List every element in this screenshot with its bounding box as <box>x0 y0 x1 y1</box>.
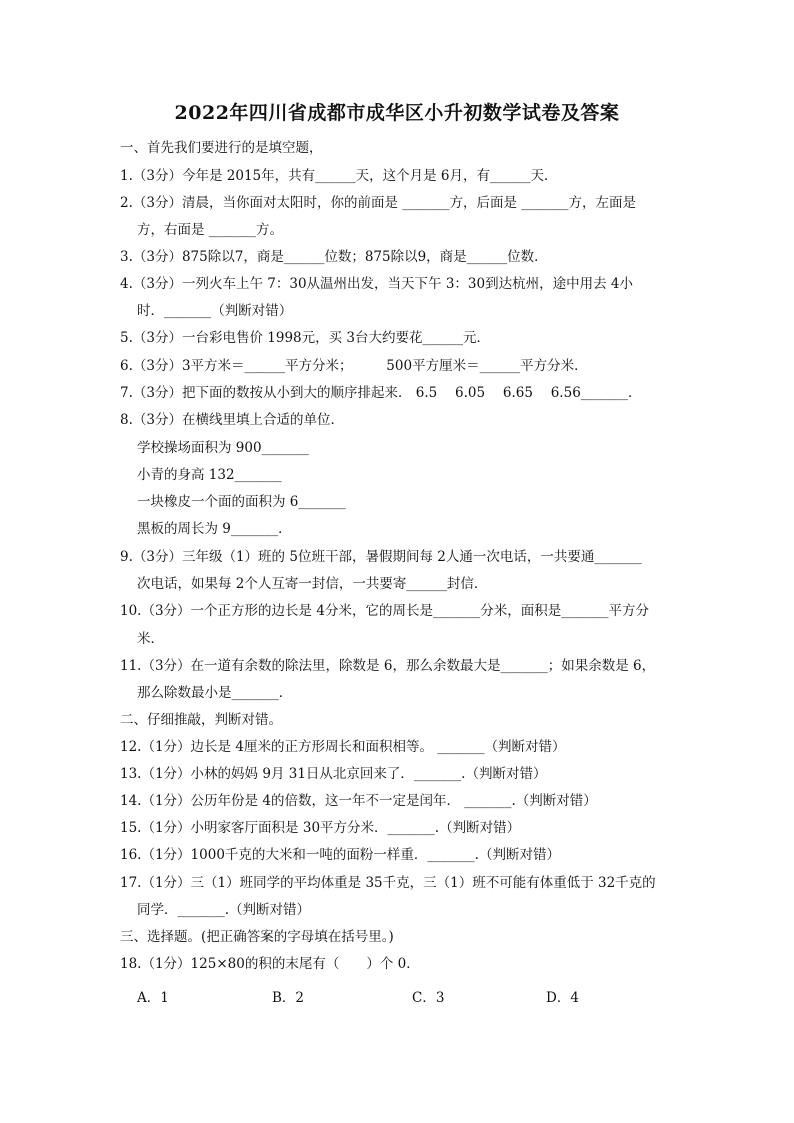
question-17: 17.（1分）三（1）班同学的平均体重是 35千克，三（1）班不可能有体重低于 32千克的 <box>120 875 656 891</box>
question-14: 14.（1分）公历年份是 4的倍数，这一年不一定是闰年． _______.（判断对错） <box>120 793 597 809</box>
question-10-continued: 米． <box>137 631 164 647</box>
question-8-item-d: 黑板的周长为 9_______． <box>137 521 292 537</box>
question-3: 3.（3分）875除以7，商是______位数；875除以9，商是______位数． <box>120 249 548 265</box>
question-18: 18.（1分）125×80的积的末尾有（ ）个 0． <box>120 956 420 972</box>
question-5: 5.（3分）一台彩电售价 1998元，买 3台大约要花______元． <box>120 330 490 346</box>
question-17-continued: 同学．_______.（判断对错） <box>137 902 311 918</box>
question-12: 12.（1分）边长是 4厘米的正方形周长和面积相等。 _______（判断对错） <box>120 739 566 755</box>
question-9-continued: 次电话，如果每 2个人互寄一封信，一共要寄______封信． <box>137 576 488 592</box>
question-2: 2.（3分）清晨，当你面对太阳时，你的前面是 _______方，后面是 _______方，左面是 <box>120 195 637 211</box>
option-a: A．1 <box>137 990 169 1006</box>
question-4: 4.（3分）一列火车上午 7：30从温州出发，当天下午 3：30到达杭州，途中用去 4小 <box>120 276 633 292</box>
question-8: 8.（3分）在横线里填上合适的单位． <box>120 412 344 428</box>
question-8-item-c: 一块橡皮一个面的面积为 6_______ <box>137 494 346 510</box>
question-11: 11.（3分）在一道有余数的除法里，除数是 6，那么余数最大是_______；如果余数是 6， <box>120 658 656 674</box>
option-c: C．3 <box>412 990 445 1006</box>
question-11-continued: 那么除数最小是_______． <box>137 685 293 701</box>
question-10: 10.（3分）一个正方形的边长是 4分米，它的周长是_______分米，面积是_______平方分 <box>120 603 649 619</box>
question-15: 15.（1分）小明家客厅面积是 30平方分米．_______.（判断对错） <box>120 820 521 836</box>
question-8-item-b: 小青的身高 132_______ <box>137 467 282 483</box>
question-16: 16.（1分）1000千克的大米和一吨的面粉一样重．_______.（判断对错） <box>120 847 560 863</box>
question-8-item-a: 学校操场面积为 900_______ <box>137 440 309 456</box>
section-heading-true-false: 二、仔细推敲，判断对错。 <box>120 712 282 728</box>
section-heading-fill-blank: 一、首先我们要进行的是填空题， <box>120 140 323 156</box>
question-7: 7.（3分）把下面的数按从小到大的顺序排起来． 6.5 6.05 6.65 6.56_______． <box>120 385 642 401</box>
question-2-continued: 方，右面是 _______方。 <box>137 222 284 238</box>
page-title: 2022年四川省成都市成华区小升初数学试卷及答案 <box>174 102 620 124</box>
question-9: 9.（3分）三年级（1）班的 5位班干部，暑假期间每 2人通一次电话，一共要通_______ <box>120 549 642 565</box>
question-4-continued: 时．_______（判断对错） <box>137 303 293 319</box>
question-1: 1.（3分）今年是 2015年，共有______天，这个月是 6月，有______天． <box>120 168 558 184</box>
option-d: D．4 <box>546 990 579 1006</box>
section-heading-multiple-choice: 三、选择题。(把正确答案的字母填在括号里。) <box>120 929 394 945</box>
option-b: B．2 <box>272 990 305 1006</box>
question-6: 6.（3分）3平方米＝______平方分米； 500平方厘米＝______平方分米． <box>120 358 588 374</box>
question-13: 13.（1分）小林的妈妈 9月 31日从北京回来了．_______.（判断对错） <box>120 766 547 782</box>
